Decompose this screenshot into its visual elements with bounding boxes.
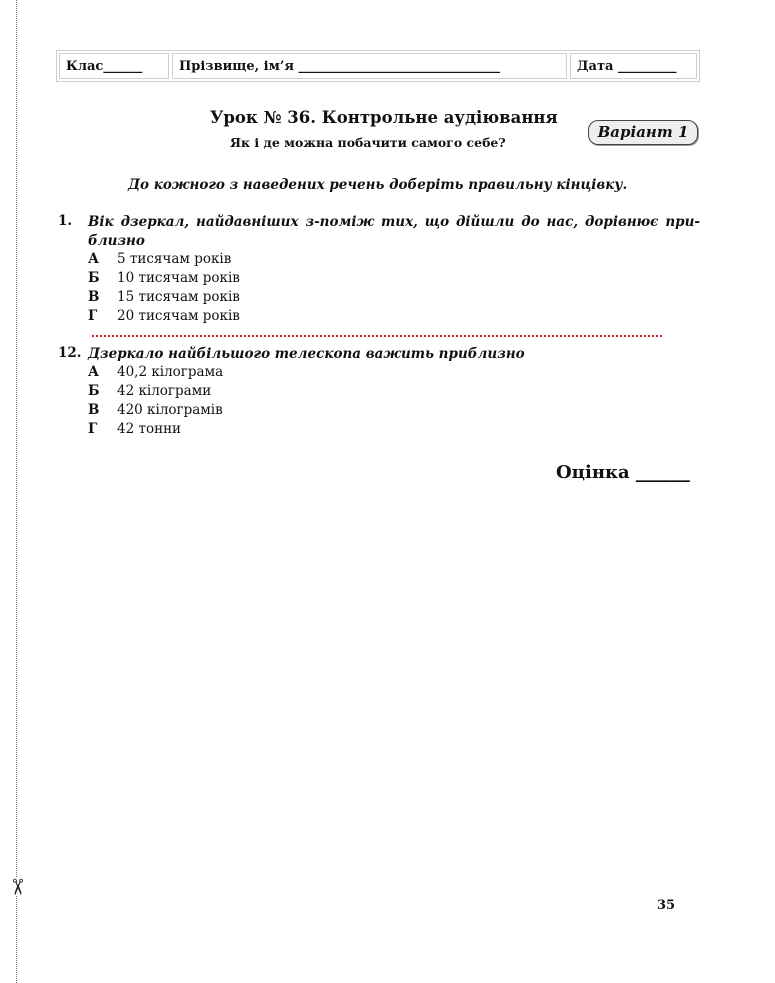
- option-letter: Б: [88, 270, 100, 286]
- option-text: 10 тисячам років: [117, 270, 240, 286]
- grade-field[interactable]: Оцінка ______: [556, 462, 690, 483]
- answer-option[interactable]: [88, 288, 240, 307]
- answer-option[interactable]: [88, 363, 223, 382]
- answer-option[interactable]: [88, 420, 181, 439]
- answer-option[interactable]: [88, 401, 223, 420]
- class-field[interactable]: Клас______: [59, 53, 169, 79]
- option-letter: А: [88, 364, 99, 380]
- page-number: 35: [657, 898, 676, 913]
- page-subtitle: Як і де можна побачити самого себе?: [230, 135, 506, 150]
- question-number: 12.: [58, 345, 82, 361]
- date-field[interactable]: Дата _________: [570, 53, 697, 79]
- name-field[interactable]: Прізвище, ім’я _______________________________: [172, 53, 567, 79]
- option-text: 42 кілограми: [117, 383, 212, 399]
- option-letter: Г: [88, 421, 98, 437]
- answer-option[interactable]: [88, 307, 240, 326]
- question-text: Дзеркало найбільшого телескопа важить приблизно: [88, 346, 525, 362]
- option-text: 15 тисячам років: [117, 289, 240, 305]
- question-number: 1.: [58, 213, 73, 229]
- option-text: 5 тисячам років: [117, 251, 232, 267]
- cut-line: [16, 0, 17, 983]
- option-text: 20 тисячам років: [117, 308, 240, 324]
- option-text: 40,2 кілограма: [117, 364, 224, 380]
- student-info-header: [56, 50, 700, 82]
- question-text: Вік дзеркал, найдавніших з-поміж тих, що дійшли до нас, дорівнює при- близно: [88, 214, 700, 249]
- option-letter: Г: [88, 308, 98, 324]
- option-letter: В: [88, 402, 100, 418]
- task-instruction: До кожного з наведених речень доберіть правильну кінцівку.: [128, 177, 628, 193]
- page-title: Урок № 36. Контрольне аудіювання: [210, 108, 558, 127]
- option-letter: А: [88, 251, 99, 267]
- option-letter: Б: [88, 383, 100, 399]
- scissors-icon: ✂: [4, 877, 30, 897]
- variant-badge: Варіант 1: [588, 120, 698, 145]
- option-text: 42 тонни: [117, 421, 182, 437]
- red-dotted-divider: [92, 335, 662, 337]
- answer-option[interactable]: [88, 250, 231, 269]
- option-text: 420 кілограмів: [117, 402, 223, 418]
- answer-option[interactable]: [88, 382, 211, 401]
- option-letter: В: [88, 289, 100, 305]
- answer-option[interactable]: [88, 269, 240, 288]
